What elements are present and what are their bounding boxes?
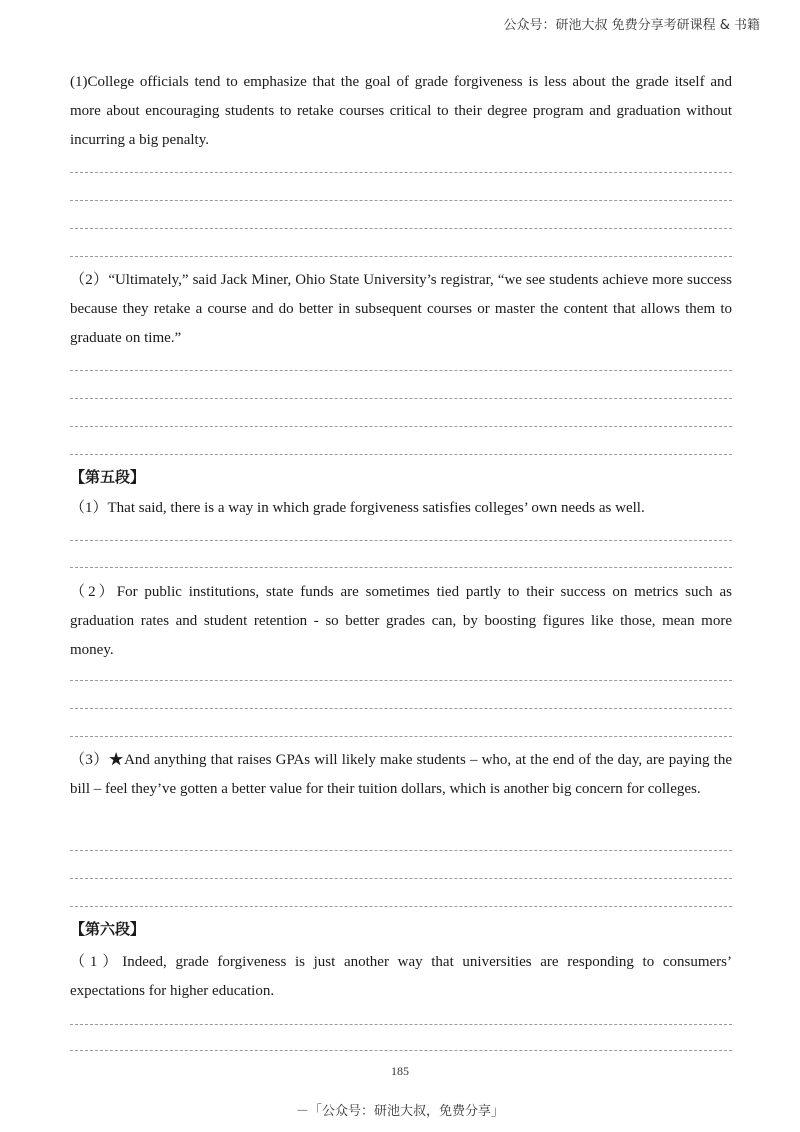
answer-line (70, 398, 732, 399)
section-heading-5: 【第五段】 (70, 468, 146, 486)
section-heading-6: 【第六段】 (70, 920, 146, 938)
page-number: 185 (391, 1064, 409, 1078)
answer-line (70, 370, 732, 371)
answer-line (70, 1024, 732, 1025)
answer-line (70, 540, 732, 541)
answer-line (70, 172, 732, 173)
answer-line (70, 567, 732, 568)
answer-line (70, 850, 732, 851)
answer-line (70, 708, 732, 709)
paragraph-5-2: （2）For public institutions, state funds are sometimes tied partly to their success on metrics such as graduation rates and student retention - so better grades can, by boosting figures like those, mean more money. (70, 584, 732, 658)
answer-line (70, 454, 732, 455)
footer-note: －「公众号：研池大叔，免费分享」 (295, 1104, 504, 1119)
answer-line (70, 256, 732, 257)
answer-line (70, 878, 732, 879)
paragraph-4-1: (1)College officials tend to emphasize that the goal of grade forgiveness is less about the grade itself and more about encouraging students to retake courses critical to their degree program and graduation without incurring a big penalty. (70, 74, 732, 148)
answer-line (70, 680, 732, 681)
header-note: 公众号：研池大叔 免费分享考研课程 & 书籍 (503, 18, 760, 33)
answer-line (70, 228, 732, 229)
answer-line (70, 906, 732, 907)
answer-line (70, 1050, 732, 1051)
paragraph-5-1: （1）That said, there is a way in which grade forgiveness satisfies colleges’ own needs as well. (70, 500, 645, 516)
paragraph-5-3: （3）★And anything that raises GPAs will likely make students – who, at the end of the day, are paying the bill – feel they’ve gotten a better value for their tuition dollars, which is another big concern for colleges. (70, 752, 732, 797)
paragraph-6-1: （1）Indeed, grade forgiveness is just another way that universities are responding to consumers’ expectations for higher education. (70, 954, 732, 999)
answer-line (70, 426, 732, 427)
answer-line (70, 200, 732, 201)
answer-line (70, 736, 732, 737)
paragraph-4-2: （2）“Ultimately,” said Jack Miner, Ohio State University’s registrar, “we see students achieve more success because they retake a course and do better in subsequent courses or master the content that allows them to graduate on time.” (70, 272, 732, 346)
